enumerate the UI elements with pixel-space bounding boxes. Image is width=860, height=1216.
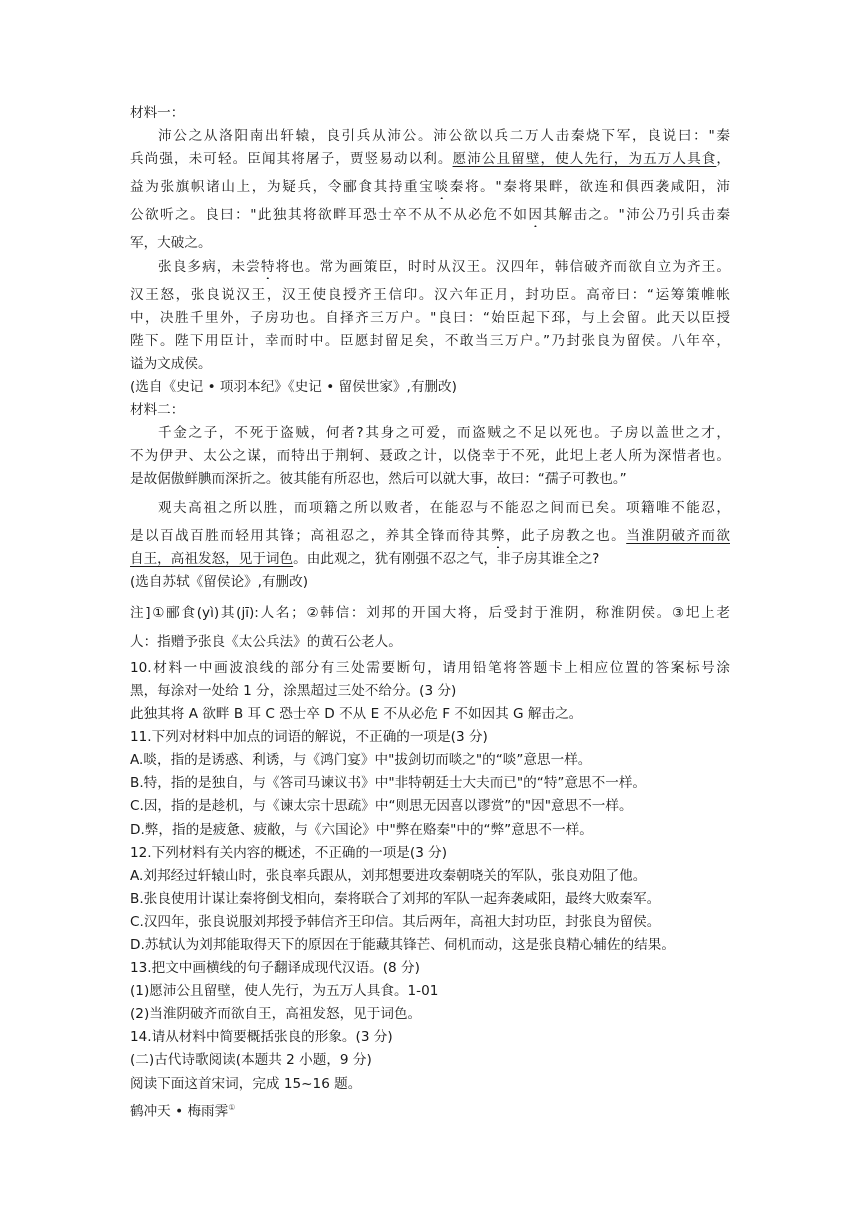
material-1-line: 公欲听之。良曰："此独其将欲畔耳恐士卒不从不从必危不如因其解击之。"沛公乃引兵击秦: [130, 207, 730, 224]
material-1-line: 沛公之从洛阳南出轩辕，良引兵从沛公。沛公欲以兵二万人击秦烧下军，良说曰："秦: [158, 128, 730, 145]
question-11-option-d: D.弊，指的是疲惫、疲敝，与《六国论》中"弊在赂秦"中的“弊”意思不一样。: [130, 821, 593, 838]
notes-line: 人：指赠予张良《太公兵法》的黄石公老人。: [130, 633, 402, 650]
question-10-sentence: 此独其将 A 欲畔 B 耳 C 恐士卒 D 不从 E 不从必危 F 不如因其 G 解击之。: [130, 706, 583, 723]
underlined-sentence-2-cont: 自王，高祖发怒，见于词色: [130, 550, 294, 567]
question-12-option-a: A.刘邦经过轩辕山时，张良率兵跟从，刘邦想要进攻秦朝哓关的军队，张良劝阻了他。: [130, 867, 647, 884]
dotted-word-yin: 因: [528, 207, 544, 224]
material-1-line: 谥为文成侯。: [130, 355, 212, 372]
material-1-line: 汉王怒，张良说汉王，汉王使良授齐王信印。汉六年正月，封功臣。高帝曰：“运筹策帷帐: [130, 286, 730, 303]
question-10-stem: 10.材料一中画波浪线的部分有三处需要断句，请用铅笔将答题卡上相应位置的答案标号涂: [130, 659, 730, 676]
material-1-line: 军，大破之。: [130, 235, 212, 252]
question-12-option-c: C.汉四年，张良说服刘邦授予韩信齐王印信。其后两年，高祖大封功臣，封张良为留侯。: [130, 913, 661, 930]
question-10-stem: 黑，每涂对一处给 1 分，涂黑超过三处不给分。(3 分): [130, 682, 457, 699]
material-2-line: 不为伊尹、太公之谋，而特出于荆轲、聂政之计，以侥幸于不死，此圯上老人所为深惜者也。: [130, 448, 730, 465]
section-2-heading: (二)古代诗歌阅读(本题共 2 小题，9 分): [130, 1052, 372, 1069]
material-2-title: 材料二：: [130, 402, 185, 419]
question-13-sentence-2: (2)当淮阴破齐而欲自王，高祖发怒，见于词色。: [130, 1006, 422, 1023]
material-1-line: 陛下。陛下用臣计，幸而时中。臣愿封留足矣，不敢当三万户。”乃封张良为留侯。八年卒，: [130, 332, 730, 349]
material-2-source: (选自苏轼《留侯论》,有删改): [130, 573, 309, 590]
question-11-stem: 11.下列对材料中加点的词语的解说，不正确的一项是(3 分): [130, 729, 488, 746]
underlined-sentence-1: 愿沛公且留壁，使人先行，为五万人具食: [452, 151, 717, 168]
dotted-word-dan: 啖: [434, 179, 450, 196]
question-13-sentence-1: (1)愿沛公且留壁，使人先行，为五万人具食。1-01: [130, 983, 439, 1000]
question-13-stem: 13.把文中画横线的句子翻译成现代汉语。(8 分): [130, 960, 420, 977]
dotted-word-te: 特: [260, 258, 276, 275]
question-12-option-d: D.苏轼认为刘邦能取得天下的原因在于能藏其锋芒、伺机而动，这是张良精心辅佐的结果。: [130, 937, 675, 953]
section-2-instruction: 阅读下面这首宋词，完成 15~16 题。: [130, 1075, 362, 1092]
material-2-line: 千金之子，不死于盗贼，何者?其身之可爱，而盗贼之不足以死也。子房以盖世之才，: [158, 425, 730, 442]
underlined-sentence-2: 当淮阴破齐而欲: [626, 527, 730, 544]
poem-title: 鹤冲天 • 梅雨霁①: [130, 1102, 236, 1120]
question-14-stem: 14.请从材料中简要概括张良的形象。(3 分): [130, 1029, 393, 1046]
question-11-option-b: B.特，指的是独自，与《答司马谏议书》中"非特朝廷士大夫而已"的“特”意思不一样。: [130, 775, 647, 792]
material-2-line: 自王，高祖发怒，见于词色。由此观之，犹有刚强不忍之气，非子房其谁全之?: [130, 550, 600, 567]
exam-page: [130, 102, 730, 1123]
footnote-marker: ①: [228, 1102, 236, 1112]
material-2-line: 是故倨傲鲜腆而深折之。彼其能有所忍也，然后可以就大事，故曰：“孺子可教也。”: [130, 471, 627, 488]
notes-line: 注]①郦食(yì)其(jī):人名；②韩信：刘邦的开国大将，后受封于淮阴，称淮阴侯。③圯上老: [130, 604, 730, 621]
material-1-line: 中，决胜千里外，子房功也。自择齐三万户。"良曰：“始臣起下邳，与上会留。此天以臣授: [130, 309, 730, 326]
material-1-title: 材料一：: [130, 105, 185, 121]
material-1-line: 益为张旗帜诸山上，为疑兵，令郦食其持重宝啖秦将。"秦将果畔，欲连和俱西袭咸阳，沛: [130, 179, 730, 196]
material-2-line: 是以百战百胜而轻用其锋；高祖忍之，养其全锋而待其弊，此子房教之也。当淮阴破齐而欲: [130, 527, 730, 544]
question-12-stem: 12.下列材料有关内容的概述，不正确的一项是(3 分): [130, 844, 448, 861]
material-1-line: 兵尚强，未可轻。臣闻其将屠子，贾竖易动以利。愿沛公且留壁，使人先行，为五万人具食，: [130, 151, 730, 168]
question-11-option-c: C.因，指的是趁机，与《谏太宗十思疏》中“则思无因喜以谬赏”的"因"意思不一样。: [130, 798, 633, 815]
material-2-line: 观夫高祖之所以胜，而项籍之所以败者，在能忍与不能忍之间而已矣。项籍唯不能忍，: [158, 499, 730, 516]
dotted-word-bi: 弊: [490, 527, 506, 544]
material-1-line: 张良多病，未尝特将也。常为画策臣，时时从汉王。汉四年，韩信破齐而欲自立为齐王。: [158, 258, 730, 275]
question-12-option-b: B.张良使用计谋让秦将倒戈相向，秦将联合了刘邦的军队一起奔袭咸阳，最终大败秦军。: [130, 890, 661, 907]
question-11-option-a: A.啖，指的是诱惑、利诱，与《鸿门宴》中"拔剑切而啖之"的“啖”意思一样。: [130, 752, 592, 769]
material-1-source: (选自《史记 • 项羽本纪》《史记 • 留侯世家》,有删改): [130, 379, 457, 396]
